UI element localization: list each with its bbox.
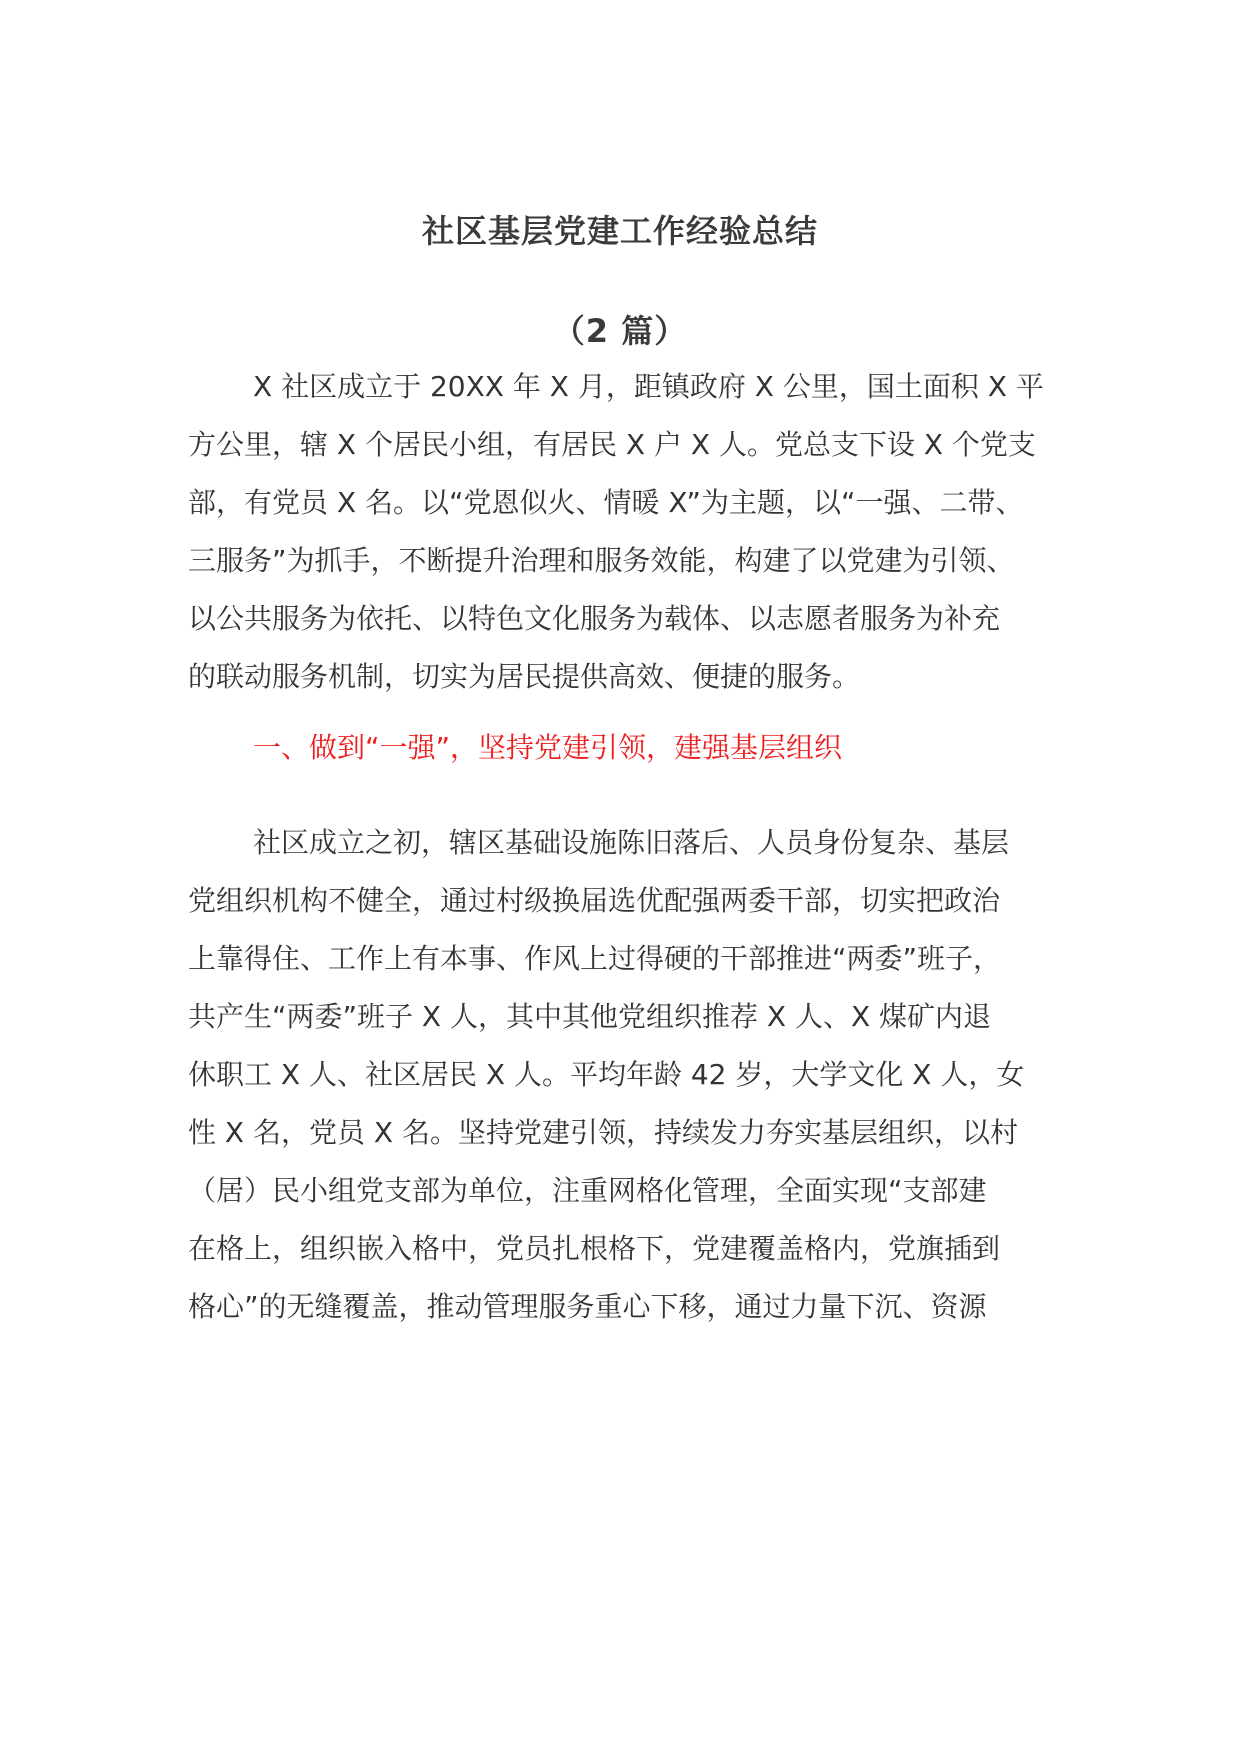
paragraph-line: 性 X 名，党员 X 名。坚持党建引领，持续发力夯实基层组织，以村 bbox=[188, 1116, 1018, 1149]
paragraph-line: 以公共服务为依托、以特色文化服务为载体、以志愿者服务为补充 bbox=[188, 602, 1001, 635]
paragraph-line: X 社区成立于 20XX 年 X 月，距镇政府 X 公里，国土面积 X 平 bbox=[253, 370, 1044, 403]
paragraph-line: 在格上，组织嵌入格中，党员扎根格下，党建覆盖格内，党旗插到 bbox=[188, 1232, 1001, 1265]
paragraph-line: 上靠得住、工作上有本事、作风上过得硬的干部推进“两委”班子， bbox=[188, 942, 1002, 975]
paragraph-line: 党组织机构不健全，通过村级换届选优配强两委干部，切实把政治 bbox=[188, 884, 1001, 917]
paragraph-line: 的联动服务机制，切实为居民提供高效、便捷的服务。 bbox=[188, 660, 861, 693]
paragraph-line: 休职工 X 人、社区居民 X 人。平均年龄 42 岁，大学文化 X 人，女 bbox=[188, 1058, 1025, 1091]
paragraph-line: 共产生“两委”班子 X 人，其中其他党组织推荐 X 人、X 煤矿内退 bbox=[188, 1000, 992, 1033]
paragraph-line: 格心”的无缝覆盖，推动管理服务重心下移，通过力量下沉、资源 bbox=[188, 1290, 987, 1323]
paragraph-line: 社区成立之初，辖区基础设施陈旧落后、人员身份复杂、基层 bbox=[253, 826, 1010, 859]
paragraph-line: 三服务”为抓手，不断提升治理和服务效能，构建了以党建为引领、 bbox=[188, 544, 1015, 577]
document-title: 社区基层党建工作经验总结 bbox=[421, 212, 818, 250]
section-heading: 一、做到“一强”，坚持党建引领，建强基层组织 bbox=[253, 731, 843, 764]
paragraph-line: （居）民小组党支部为单位，注重网格化管理，全面实现“支部建 bbox=[188, 1174, 987, 1207]
paragraph-line: 部，有党员 X 名。以“党恩似火、情暖 X”为主题，以“一强、二带、 bbox=[188, 486, 1024, 519]
paragraph-line: 方公里，辖 X 个居民小组，有居民 X 户 X 人。党总支下设 X 个党支 bbox=[188, 428, 1036, 461]
document-subtitle: （2 篇） bbox=[552, 312, 688, 350]
